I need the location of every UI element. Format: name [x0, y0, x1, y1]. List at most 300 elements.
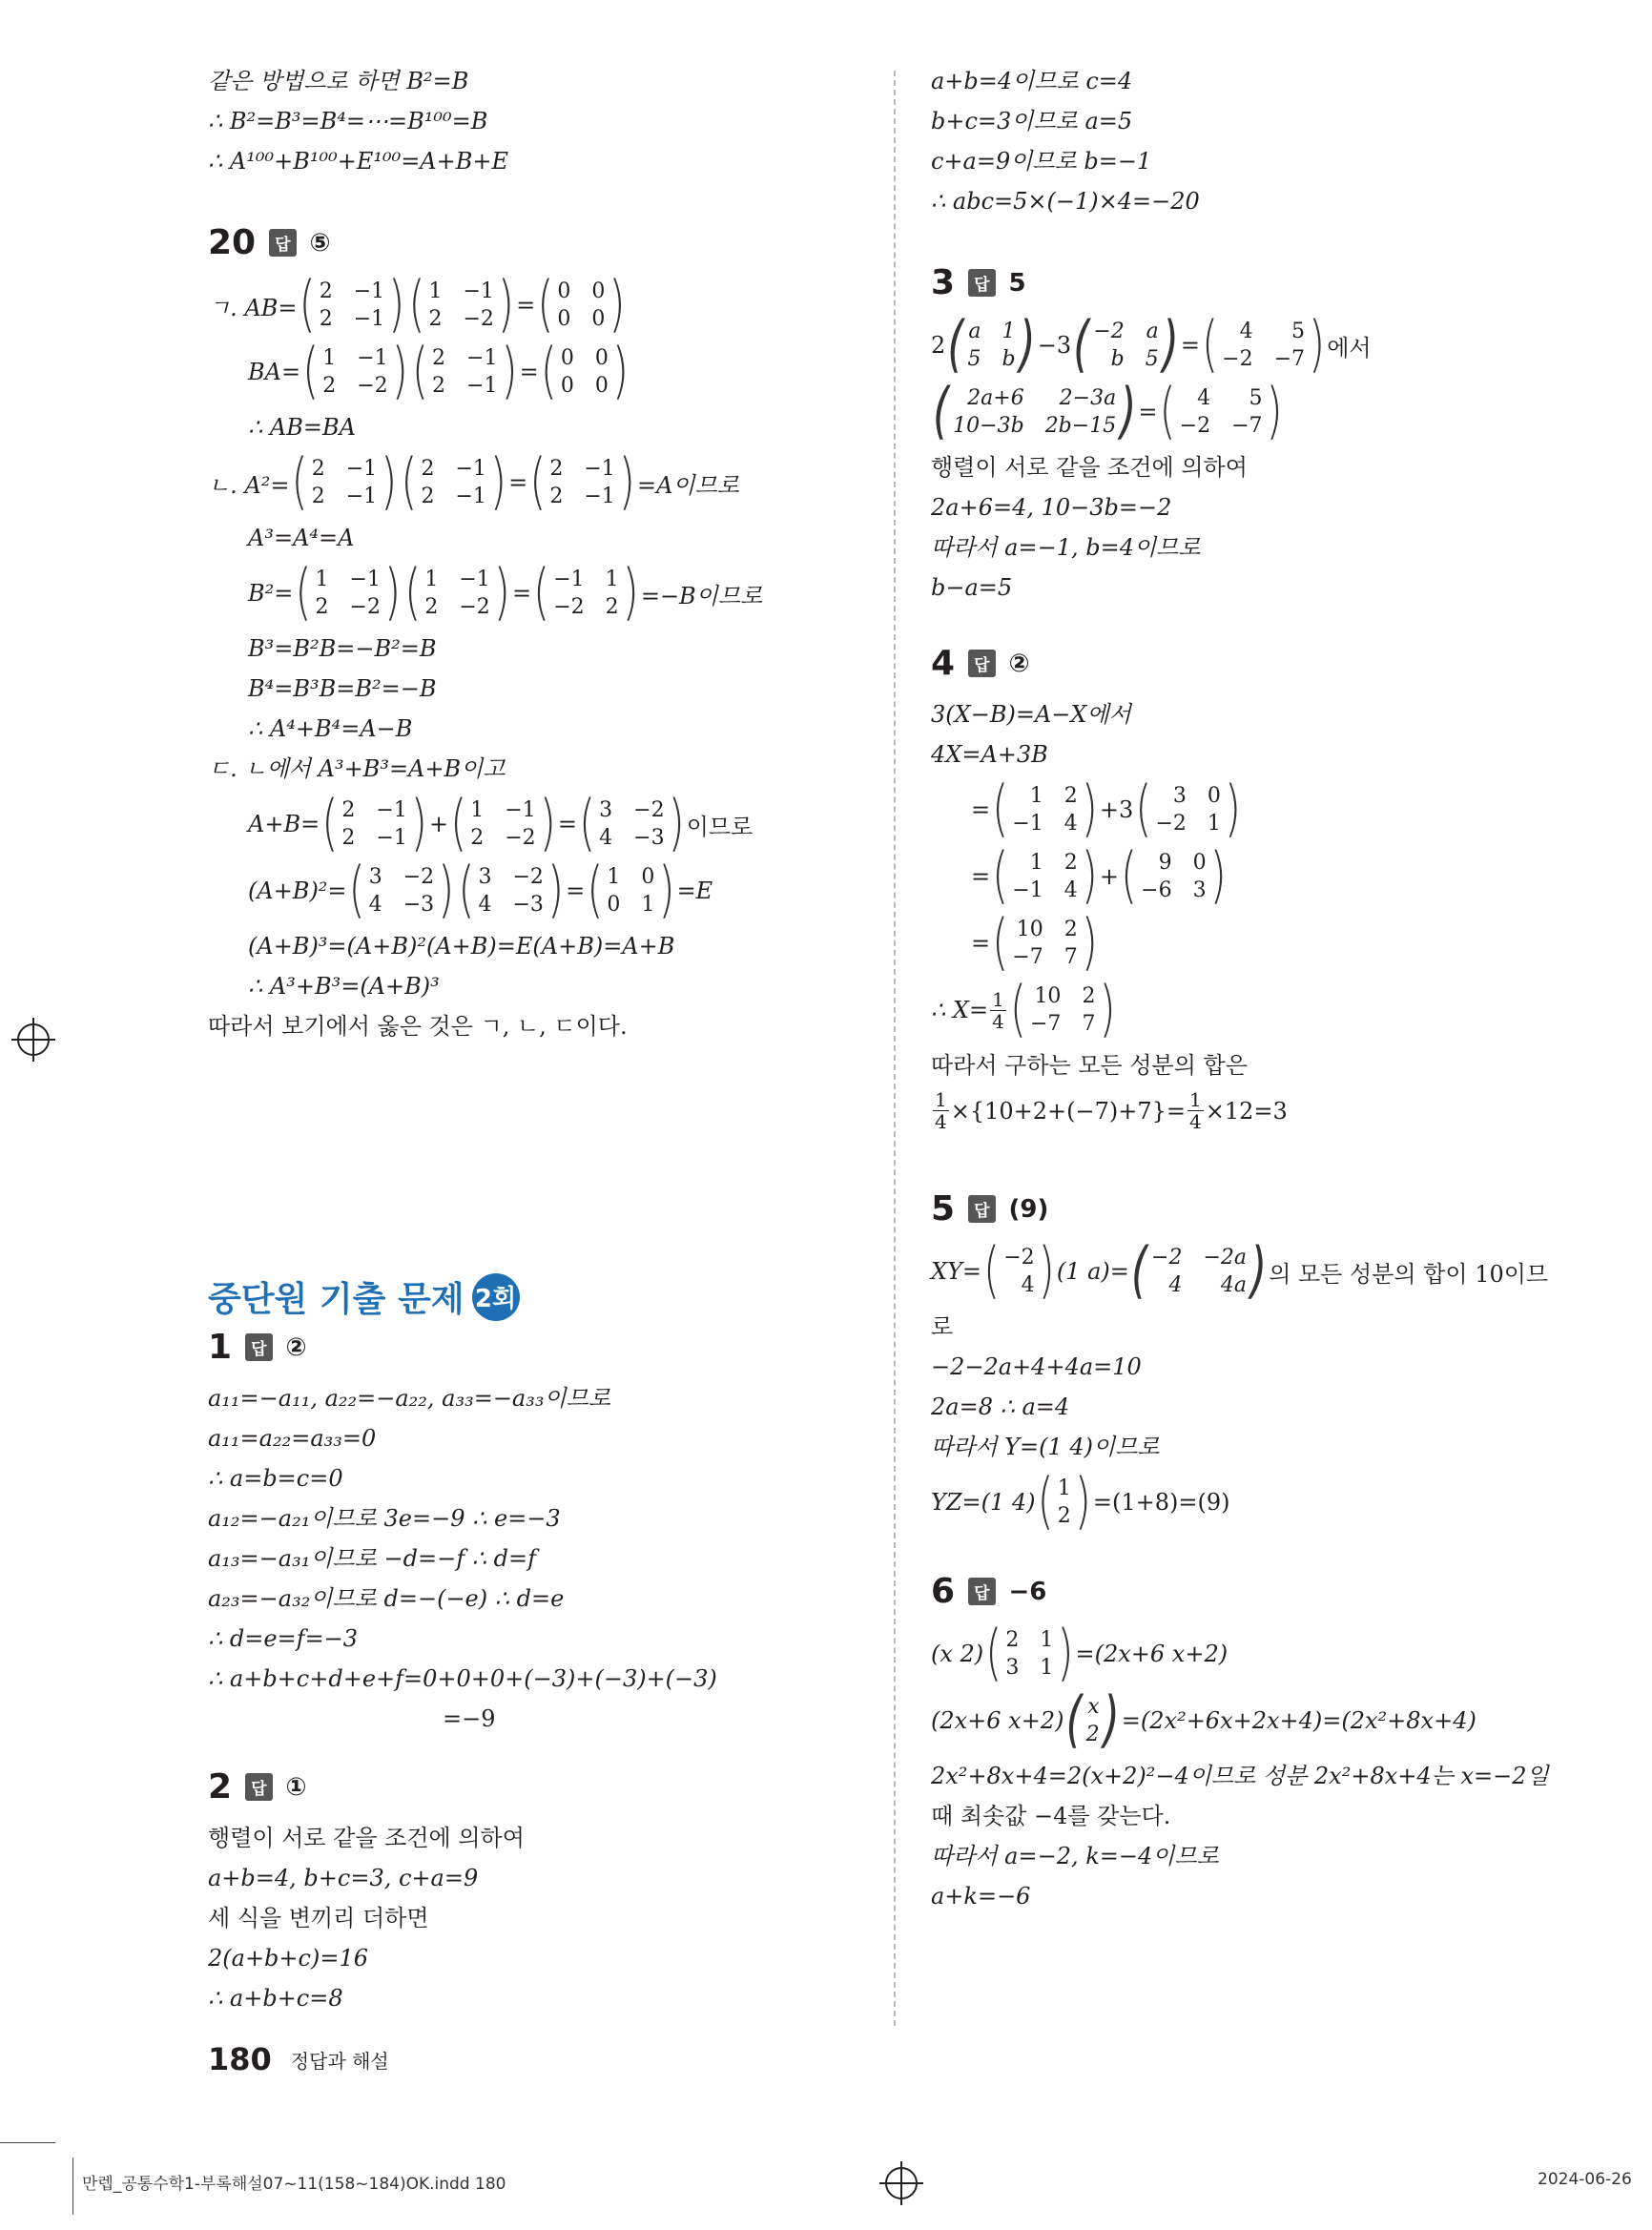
answer-badge: 답 [968, 1578, 995, 1605]
matrix-entry: 9 [1158, 851, 1172, 875]
paren-right: ) [497, 269, 515, 341]
matrix [458, 855, 565, 926]
matrix-cells [424, 274, 497, 337]
paren-right: ) [1162, 309, 1179, 381]
matrix-entry: −2 [633, 798, 665, 822]
matrix-cells [1002, 1622, 1057, 1685]
matrix [295, 557, 402, 629]
matrix [348, 855, 455, 926]
paren-left: ( [401, 446, 418, 518]
matrix-entry: 1 [1057, 1476, 1071, 1500]
slug-filename: 만렙_공통수학1-부록해설07~11(158~184)OK.indd 180 [82, 2175, 506, 2194]
page-number: 180 [208, 2041, 272, 2077]
text-line: 4X=A+3B [931, 741, 1048, 768]
equation-text: 의 모든 성분의 합이 10이므 [1269, 1260, 1549, 1288]
matrix-entry: −2 [403, 865, 435, 889]
paren-left: ( [295, 557, 312, 629]
equation-line [931, 1235, 1618, 1307]
paren-right: ) [1038, 1235, 1055, 1307]
answer-badge: 답 [968, 650, 995, 677]
equation-text: =A이므로 [636, 471, 739, 499]
operator: = [1138, 399, 1158, 425]
section-title-text: 중단원 기출 문제 [208, 1280, 465, 1319]
paren-right: ) [1103, 1684, 1120, 1756]
matrix-entry: 2 [1005, 1628, 1020, 1652]
paren-right: ) [1250, 1235, 1268, 1307]
matrix-entry: −1 [345, 485, 378, 508]
matrix-entry: 4a [1220, 1273, 1248, 1297]
paren-right: ) [383, 557, 402, 629]
matrix-entry: 10 [1016, 918, 1043, 941]
paren-left: ( [1135, 774, 1152, 845]
matrix-entry: 2 [311, 457, 325, 481]
equation-line: A+B= ( 2 −1 2 −1 ) + ( 1 −1 2 −2 ) = ( 3 −2 4 −3 ) 이므로 [208, 793, 933, 856]
matrix-entry: −2 [1093, 320, 1125, 343]
matrix-entry: 2 [421, 485, 435, 508]
equation-text: A+B= [248, 811, 320, 837]
text-line: 따라서 구하는 모든 성분의 합은 [931, 1052, 1248, 1079]
text-line: b−a=5 [931, 574, 1013, 601]
matrix-entry: 4 [1021, 1273, 1035, 1297]
paren-right: ) [493, 557, 510, 629]
matrix-cells [1147, 1240, 1250, 1303]
matrix [587, 855, 675, 926]
paren-left: ( [1073, 309, 1090, 381]
page-footer [208, 2041, 389, 2077]
paren-right: ) [1081, 907, 1098, 979]
matrix-cells [312, 562, 384, 625]
equation-text: YZ=(1 4) [931, 1489, 1036, 1516]
paren-right: ) [1081, 774, 1098, 845]
matrix-entry: 4 [368, 893, 382, 917]
text-line: ∴ a+b+c+d+e+f=0+0+0+(−3)+(−3)+(−3) [208, 1665, 717, 1692]
problem-number: 4 [931, 644, 956, 683]
matrix-entry: 2 [319, 307, 333, 331]
problem-header [208, 1328, 933, 1367]
paren-left: ( [985, 1618, 1002, 1689]
matrix-cells [417, 451, 489, 514]
paren-left: ( [992, 840, 1009, 912]
paren-left: ( [1130, 1235, 1148, 1307]
matrix-entry: 2 [1057, 1504, 1071, 1528]
numerator: 1 [1189, 1088, 1202, 1111]
text-line: ∴ d=e=f=−3 [208, 1625, 359, 1652]
matrix-entry: −2 [553, 595, 585, 619]
matrix [1009, 974, 1116, 1045]
text-line: a+b=4, b+c=3, c+a=9 [208, 1865, 479, 1891]
matrix-cells [316, 274, 388, 337]
operator: +3 [1099, 796, 1134, 823]
fraction [933, 1089, 949, 1132]
answer-value: (9) [1008, 1194, 1049, 1224]
matrix-entry: −1 [376, 798, 407, 822]
text-line: 3(X−B)=A−X에서 [931, 701, 1131, 728]
matrix-entry: −2 [512, 865, 544, 889]
matrix-entry: 1 [641, 893, 655, 917]
matrix-entry: 4 [1063, 878, 1078, 902]
matrix-entry: a [968, 320, 981, 343]
matrix-entry: −1 [376, 826, 407, 850]
paren-right: ) [609, 269, 626, 341]
equation-line [931, 1684, 1618, 1756]
answer-badge: 답 [245, 1773, 272, 1801]
paren-left: ( [533, 557, 550, 629]
paren-right: ) [1057, 1618, 1074, 1689]
matrix [947, 309, 1036, 381]
section-title [208, 1272, 520, 1321]
paren-right: ) [438, 855, 455, 926]
matrix-entry: 10−3b [953, 414, 1024, 438]
matrix-cells [1008, 778, 1081, 841]
matrix-cells [1218, 314, 1309, 377]
equation-text: ∴ X= [931, 997, 989, 1023]
problem-header [208, 1767, 933, 1807]
matrix-entry: 2 [1063, 784, 1078, 808]
matrix-entry: 1 [1207, 812, 1221, 836]
paren-left: ( [348, 855, 365, 926]
text-line: B⁴=B³B=B²=−B [248, 675, 437, 702]
matrix-cells [475, 859, 547, 922]
matrix-entry: 2 [549, 457, 564, 481]
round-badge: 2회 [472, 1273, 520, 1321]
matrix-entry: 1 [1002, 320, 1016, 343]
matrix-entry: −2 [1179, 414, 1211, 438]
text-line: ∴ B²=B³=B⁴=⋯=B¹⁰⁰=B [208, 108, 488, 134]
text-line: 따라서 Y=(1 4)이므로 [931, 1434, 1160, 1460]
paren-left: ( [992, 774, 1009, 845]
paren-left: ( [404, 557, 422, 629]
matrix-entry: 4 [1239, 320, 1253, 343]
text-line: 행렬이 서로 같을 조건에 의하여 [208, 1825, 525, 1851]
problem-number: 20 [208, 223, 257, 262]
matrix-entry: −1 [455, 457, 486, 481]
paren-right: ) [611, 336, 630, 407]
text-line: a₂₃=−a₃₂이므로 d=−(−e) ∴ d=e [208, 1585, 565, 1612]
matrix-cells [421, 562, 493, 625]
equation-line: ㄴ. A²= ( 2 −1 2 −1 ) ( 2 −1 2 −1 ) = ( 2 −1 2 −1 ) =A이므로 [208, 451, 933, 514]
matrix-entry: 2 [341, 826, 356, 850]
matrix-entry: 0 [594, 374, 609, 398]
equation-line [931, 1466, 1618, 1538]
problem-number: 6 [931, 1572, 956, 1611]
matrix-entry: 0 [1192, 851, 1207, 875]
problem-header [931, 644, 1618, 683]
crop-mark [72, 2158, 73, 2215]
paren-right: ) [1099, 974, 1116, 1045]
answer-badge: 답 [968, 1195, 995, 1223]
numerator: 1 [992, 987, 1004, 1011]
matrix-cells [1000, 1240, 1038, 1303]
text-line: ∴ abc=5×(−1)×4=−20 [931, 188, 1200, 215]
text-line: (A+B)³=(A+B)²(A+B)=E(A+B)=A+B [248, 933, 675, 960]
paren-left: ( [1037, 1466, 1054, 1538]
matrix-entry: 0 [560, 346, 574, 370]
answer-value: ⑤ [309, 228, 331, 258]
denominator: 4 [935, 1110, 947, 1133]
matrix-entry: b [1002, 347, 1016, 371]
matrix-cells [466, 793, 539, 856]
text-line: 로 [931, 1313, 954, 1340]
matrix-entry: 2 [432, 374, 446, 398]
text-line: 행렬이 서로 같을 조건에 의하여 [931, 454, 1248, 481]
equation-line: (A+B)²= ( 3 −2 4 −3 ) ( 3 −2 4 −3 ) = ( 1 0 0 1 ) =E [208, 859, 933, 922]
matrix-entry: 2 [315, 595, 329, 619]
matrix-entry: b [1110, 347, 1125, 371]
matrix-entry: 4 [478, 893, 492, 917]
matrix-entry: 0 [1207, 784, 1221, 808]
text-line: 같은 방법으로 하면 B²=B [208, 68, 469, 94]
equation-text: XY= [931, 1258, 982, 1285]
equation-text: ×{10+2+(−7)+7}= [950, 1097, 1187, 1125]
matrix-entry: 2 [424, 595, 439, 619]
equation-line: = ( 1 2 −1 4 ) +3 ( 3 0 −2 1 ) [931, 778, 1618, 841]
matrix-entry: 2 [432, 346, 446, 370]
matrix-entry: −1 [353, 307, 385, 331]
text-line: a₁₂=−a₂₁이므로 3e=−9 ∴ e=−3 [208, 1505, 561, 1532]
matrix-entry: 1 [607, 865, 621, 889]
matrix-entry: 0 [591, 307, 606, 331]
matrix-entry: 2 [1063, 918, 1078, 941]
answer-value: 5 [1008, 268, 1026, 298]
coefficient: 2 [931, 332, 946, 359]
registration-mark-icon [885, 2167, 918, 2199]
matrix-entry: −1 [345, 457, 378, 481]
equation-line: = ( 10 2 −7 7 ) [931, 912, 1618, 975]
text-line: 때 최솟값 −4를 갖는다. [931, 1803, 1171, 1829]
text-line: a+k=−6 [931, 1883, 1031, 1910]
matrix [1202, 309, 1326, 381]
text-line: ∴ a=b=c=0 [208, 1465, 343, 1492]
matrix-entry: −1 [584, 485, 615, 508]
matrix-entry: −6 [1141, 878, 1172, 902]
matrix-entry: −7 [1012, 945, 1043, 969]
text-line: ∴ A⁴+B⁴=A−B [248, 715, 413, 742]
coefficient: −3 [1037, 332, 1072, 359]
matrix-cells [963, 314, 1019, 377]
answer-badge: 답 [245, 1333, 272, 1361]
equation-text: (A+B)²= [248, 878, 347, 904]
matrix-entry: −1 [459, 568, 490, 591]
matrix-entry: 3 [368, 865, 382, 889]
matrix-entry: 0 [607, 893, 621, 917]
text-line: a₁₁=a₂₂=a₃₃=0 [208, 1425, 377, 1452]
left-column-lower [208, 1328, 933, 2018]
matrix-entry: 0 [557, 279, 571, 303]
equation-line: BA= ( 1 −1 2 −2 ) ( 2 −1 2 −1 ) = ( 0 0 0 0 ) [208, 341, 933, 403]
paren-left: ( [1121, 840, 1138, 912]
operator: + [1099, 863, 1119, 890]
matrix-cells [308, 451, 381, 514]
problem-header [931, 1189, 1618, 1229]
registration-mark-icon [17, 1023, 50, 1056]
matrix-entry: −7 [1030, 1012, 1062, 1036]
paren-left: ( [291, 446, 308, 518]
paren-right: ) [391, 336, 408, 407]
matrix-entry: −2 [1151, 1246, 1183, 1270]
paren-left: ( [992, 907, 1009, 979]
answer-value: −6 [1008, 1577, 1047, 1606]
paren-right: ) [381, 446, 398, 518]
numerator: 1 [935, 1088, 947, 1111]
denominator: 4 [992, 1009, 1004, 1033]
answer-badge: 답 [968, 269, 995, 297]
matrix-entry: 0 [560, 374, 574, 398]
equation-line [931, 1618, 1618, 1689]
equation-text: =(2x²+6x+2x+4)=(2x²+8x+4) [1121, 1707, 1476, 1734]
operator: = [1180, 332, 1200, 359]
answer-value: ② [285, 1332, 307, 1362]
matrix-entry: 2 [421, 457, 435, 481]
column-vector [983, 1235, 1055, 1307]
equation-line: ㄱ. AB= ( 2 −1 2 −1 ) ( 1 −1 2 −2 ) = ( 0 0 0 0 ) [208, 274, 933, 337]
paren-right: ) [1209, 840, 1227, 912]
equation-line: = ( 1 2 −1 4 ) + ( 9 0 −6 3 ) [931, 845, 1618, 908]
matrix-entry: −3 [403, 893, 435, 917]
matrix-entry: 1 [1029, 851, 1043, 875]
matrix-entry: 2 [1082, 984, 1096, 1008]
matrix-entry: 4 [599, 826, 613, 850]
matrix-entry: −2 [463, 307, 494, 331]
matrix-entry: a [1146, 320, 1159, 343]
text-line: a₁₃=−a₃₁이므로 −d=−f ∴ d=f [208, 1545, 536, 1572]
paren-left: ( [302, 336, 320, 407]
matrix-entry: −1 [349, 568, 381, 591]
text-line: ∴ A³+B³=(A+B)³ [248, 973, 440, 1000]
paren-left: ( [1065, 1684, 1083, 1756]
matrix [1130, 1235, 1268, 1307]
matrix-entry: 4 [1063, 812, 1078, 836]
paren-right: ) [1019, 309, 1036, 381]
paren-left: ( [321, 788, 339, 859]
text-line: 따라서 보기에서 옳은 것은 ㄱ, ㄴ, ㄷ이다. [208, 1013, 628, 1040]
matrix-entry: −1 [505, 798, 536, 822]
paren-left: ( [1009, 974, 1026, 1045]
matrix-entry: −1 [1012, 878, 1043, 902]
matrix-entry: 7 [1063, 945, 1078, 969]
equation-text: ㄴ. A²= [208, 471, 290, 499]
equation-text: =(2x+6 x+2) [1075, 1641, 1229, 1667]
matrix-entry: 2 [1063, 851, 1078, 875]
problem-number: 1 [208, 1328, 233, 1367]
text-line: a₁₁=−a₁₁, a₂₂=−a₂₂, a₃₃=−a₃₃이므로 [208, 1385, 611, 1412]
paren-right: ) [658, 855, 675, 926]
matrix [1121, 840, 1227, 912]
matrix-entry: −2 [349, 595, 381, 619]
paren-left: ( [578, 788, 596, 859]
matrix-entry: 3 [599, 798, 613, 822]
matrix [404, 557, 510, 629]
matrix-cells [603, 859, 658, 922]
matrix-entry: 1 [1029, 784, 1043, 808]
matrix-entry: −2 [505, 826, 536, 850]
paren-left: ( [450, 788, 467, 859]
matrix-entry: 1 [1040, 1628, 1054, 1652]
column-vector [1037, 1466, 1091, 1538]
matrix-entry: −7 [1231, 414, 1263, 438]
matrix-entry: 1 [470, 798, 485, 822]
matrix-entry: 3 [1005, 1656, 1020, 1680]
paren-right: ) [1266, 376, 1283, 447]
problem-header [208, 223, 933, 262]
left-column [208, 61, 933, 1046]
text-line: 따라서 a=−2, k=−4이므로 [931, 1843, 1219, 1869]
matrix-cells [557, 341, 612, 403]
text-line: B³=B²B=−B²=B [248, 635, 437, 662]
matrix-entry: −2 [459, 595, 490, 619]
right-column [931, 61, 1618, 1916]
text-line: 2x²+8x+4=2(x+2)²−4이므로 성분 2x²+8x+4는 x=−2일 [931, 1763, 1549, 1789]
paren-right: ) [1120, 376, 1137, 447]
equation-line: B²= ( 1 −1 2 −2 ) ( 1 −1 2 −2 ) = ( −1 1 −2 2 ) =−B이므로 [208, 562, 933, 625]
matrix-entry: 2a+6 [967, 386, 1024, 410]
matrix-entry: 1 [322, 346, 337, 370]
paren-left: ( [1202, 309, 1219, 381]
matrix-entry: −3 [512, 893, 544, 917]
paren-right: ) [1224, 774, 1242, 845]
matrix-entry: 1 [428, 279, 443, 303]
matrix-entry: 7 [1082, 1012, 1096, 1036]
matrix-entry: −3 [633, 826, 665, 850]
matrix [540, 336, 630, 407]
text-line: 2a+6=4, 10−3b=−2 [931, 494, 1172, 521]
matrix-entry: 5 [1145, 347, 1159, 371]
paren-left: ( [299, 269, 316, 341]
matrix-cells [595, 793, 668, 856]
answer-badge: 답 [269, 229, 296, 257]
slug-date: 2024-06-26 [1538, 2170, 1632, 2189]
paren-right: ) [1081, 840, 1098, 912]
matrix-entry: −1 [466, 374, 498, 398]
matrix-entry: −2 [1003, 1246, 1035, 1270]
matrix-entry: 1 [1040, 1656, 1054, 1680]
text-line: −2−2a+4+4a=10 [931, 1353, 1142, 1380]
paren-left: ( [540, 336, 557, 407]
text-line: c+a=9이므로 b=−1 [931, 148, 1152, 175]
text-line: a+b=4이므로 c=4 [931, 68, 1133, 94]
matrix-entry: 2−3a [1059, 386, 1117, 410]
paren-right: ) [489, 446, 507, 518]
matrix-entry: −2a [1203, 1246, 1248, 1270]
paren-left: ( [529, 446, 547, 518]
matrix-entry: 2 [428, 307, 443, 331]
text-line: A³=A⁴=A [248, 525, 355, 551]
matrix-entry: 0 [557, 307, 571, 331]
matrix-entry: −7 [1273, 347, 1306, 371]
matrix-entry: 2 [319, 279, 333, 303]
matrix-entry: −1 [553, 568, 585, 591]
paren-right: ) [539, 788, 556, 859]
matrix-cells [549, 562, 622, 625]
row-vector: (1 a)= [1056, 1258, 1129, 1285]
matrix-entry: 3 [478, 865, 492, 889]
matrix-cells [546, 451, 618, 514]
paren-left: ( [983, 1235, 1001, 1307]
matrix-cells [1008, 845, 1081, 908]
text-line: ∴ AB=BA [248, 414, 356, 441]
matrix-cells [1176, 381, 1267, 444]
paren-left: ( [947, 309, 964, 381]
equation-text: ×12=3 [1205, 1097, 1288, 1125]
operator: + [428, 811, 449, 837]
matrix-entry: 2 [322, 374, 337, 398]
paren-left: ( [537, 269, 554, 341]
matrix-cells [553, 274, 609, 337]
matrix-entry: 10 [1034, 984, 1062, 1008]
matrix [321, 788, 427, 859]
problem-header [931, 263, 1618, 302]
matrix-entry: −2 [1155, 812, 1187, 836]
paren-right: ) [622, 557, 639, 629]
